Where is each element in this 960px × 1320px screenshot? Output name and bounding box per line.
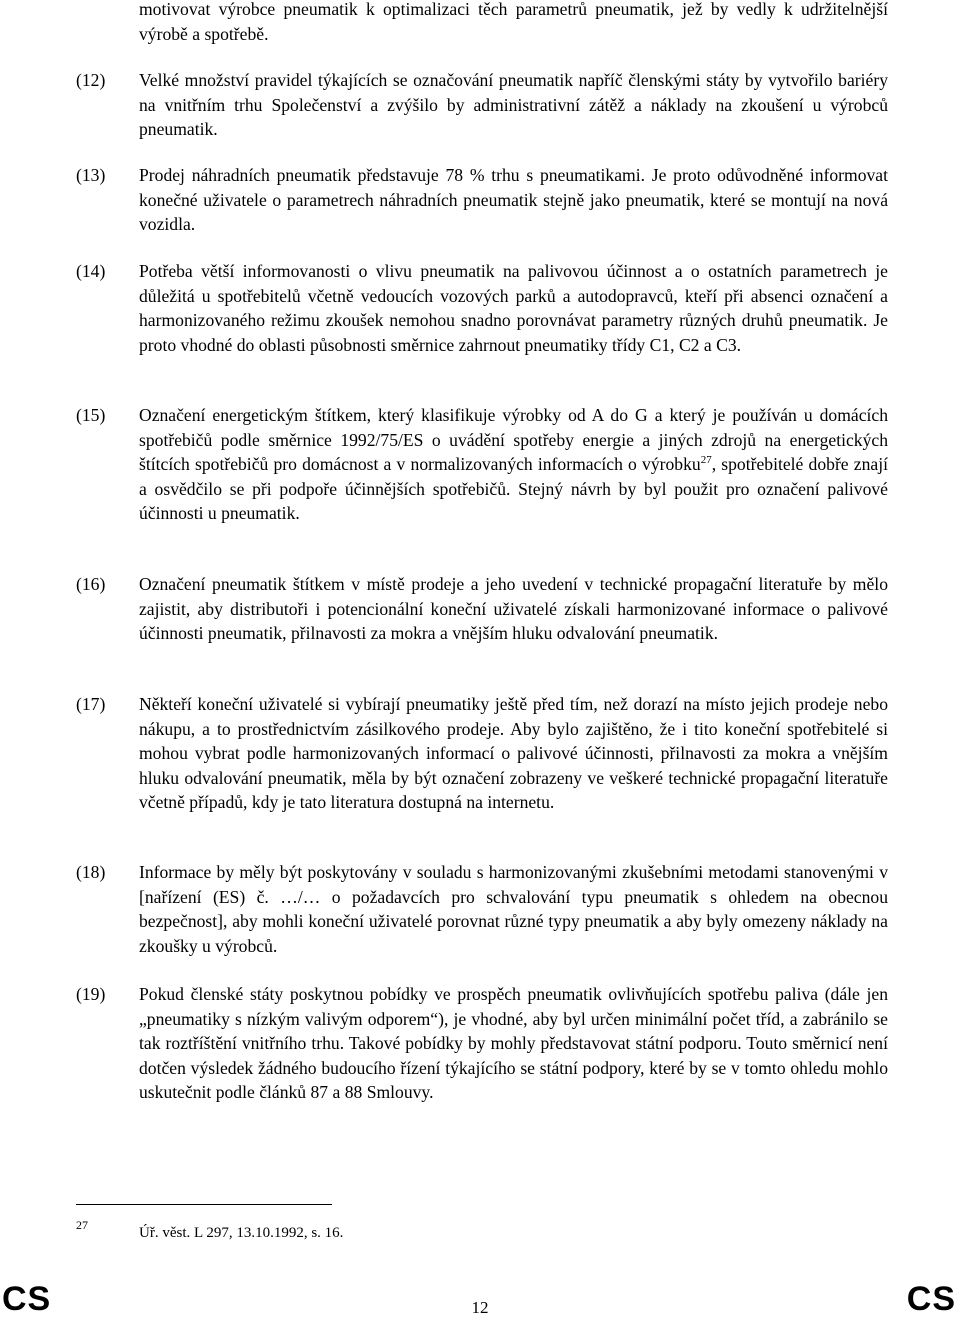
continuation-text: motivovat výrobce pneumatik k optimalizaci těch parametrů pneumatik, jež by vedly k udržitelnější výrobě a spotřebě. (139, 0, 888, 44)
recital-number: (19) (76, 984, 106, 1004)
recital-text-part: , spotřebitelé dobře znají a osvědčilo se při podpoře účinnějších spotřebičů. Stejný návrh by byl použit pro označení palivové účinnosti u pneumatik. (139, 454, 888, 523)
recital-number: (15) (76, 405, 106, 425)
recital-text: Pokud členské státy poskytnou pobídky ve prospěch pneumatik ovlivňujících spotřebu paliva (dále jen „pneumatiky s nízkým valivým odporem“), je vhodné, aby byl určen minimální počet tříd, a zabránilo se tak roztříštění vnitřního trhu. Takové pobídky by mohly představovat státní podporu. Touto směrnicí není dotčen výsledek žádného budoucího řízení týkajícího se státní podpory, které by se v tomto ohledu mohlo uskutečnit podle článků 87 a 88 Smlouvy. (139, 984, 888, 1102)
language-code-left: CS (2, 1280, 52, 1318)
recital-number: (13) (76, 165, 106, 185)
page-number: 12 (471, 1298, 489, 1317)
recital-text: Označení pneumatik štítkem v místě prodeje a jeho uvedení v technické propagační literatuře by mělo zajistit, aby distributoři i potencionální koneční uživatelé získali harmonizované informace o palivové účinnosti pneumatik, přilnavosti za mokra a vnějším hluku odvalování pneumatik. (139, 574, 888, 643)
recital-number: (18) (76, 862, 106, 882)
recital-text-part: Označení energetickým štítkem, který klasifikuje výrobky od A do G a který je používán u domácích spotřebičů podle směrnice 1992/75/ES o uvádění spotřeby energie a jiných zdrojů na energetických štítcích spotřebičů pro domácnost a v normalizovaných informacích o výrobku (139, 405, 888, 474)
recital-text (139, 403, 888, 526)
recital-number: (17) (76, 694, 106, 714)
recital-text: Velké množství pravidel týkajících se označování pneumatik napříč členskými státy by vytvořilo bariéry na vnitřním trhu Společenství a zvýšilo by administrativní zátěž a náklady na zkoušení u výrobců pneumatik. (139, 70, 888, 139)
recital-text: Někteří koneční uživatelé si vybírají pneumatiky ještě před tím, než dorazí na místo jejich prodeje nebo nákupu, a to prostřednictvím zásilkového prodeje. Aby bylo zajištěno, že i tito koneční spotřebitelé si mohou vybrat podle harmonizovaných informací o palivové účinnosti, přilnavosti za mokra a vnějším hluku odvalování pneumatik, měla by být označení zobrazeny ve veškeré technické propagační literatuře včetně případů, kdy je tato literatura dostupná na internetu. (139, 694, 888, 812)
language-code-right: CS (906, 1280, 956, 1318)
recital-text: Informace by měly být poskytovány v souladu s harmonizovanými zkušebními metodami stanovenými v [nařízení (ES) č. …/… o požadavcích pro schvalování typu pneumatik s ohledem na obecnou bezpečnost], aby mohli koneční uživatelé porovnat různé typy pneumatik a aby byly omezeny náklady na zkoušky u výrobců. (139, 862, 888, 956)
footnote-text: Úř. věst. L 297, 13.10.1992, s. 16. (139, 1225, 344, 1241)
footnote-divider (76, 1204, 332, 1205)
recital-text: Prodej náhradních pneumatik představuje 78 % trhu s pneumatikami. Je proto odůvodněné informovat konečné uživatele o parametrech náhradních pneumatik stejně jako pneumatik, které se montují na nová vozidla. (139, 165, 888, 234)
recital-text: Potřeba větší informovanosti o vlivu pneumatik na palivovou účinnost a o ostatních parametrech je důležitá u spotřebitelů včetně vedoucích vozových parků a autodopravců, kteří při absenci označení a harmonizovaného režimu zkoušek nemohou snadno porovnávat parametry různých druhů pneumatik. Je proto vhodné do oblasti působnosti směrnice zahrnout pneumatiky třídy C1, C2 a C3. (139, 261, 888, 355)
recital-number: (14) (76, 261, 106, 281)
footnote-number: 27 (76, 1218, 88, 1232)
recital-number: (12) (76, 70, 106, 90)
footnote-reference: 27 (700, 454, 712, 467)
recital-number: (16) (76, 574, 106, 594)
